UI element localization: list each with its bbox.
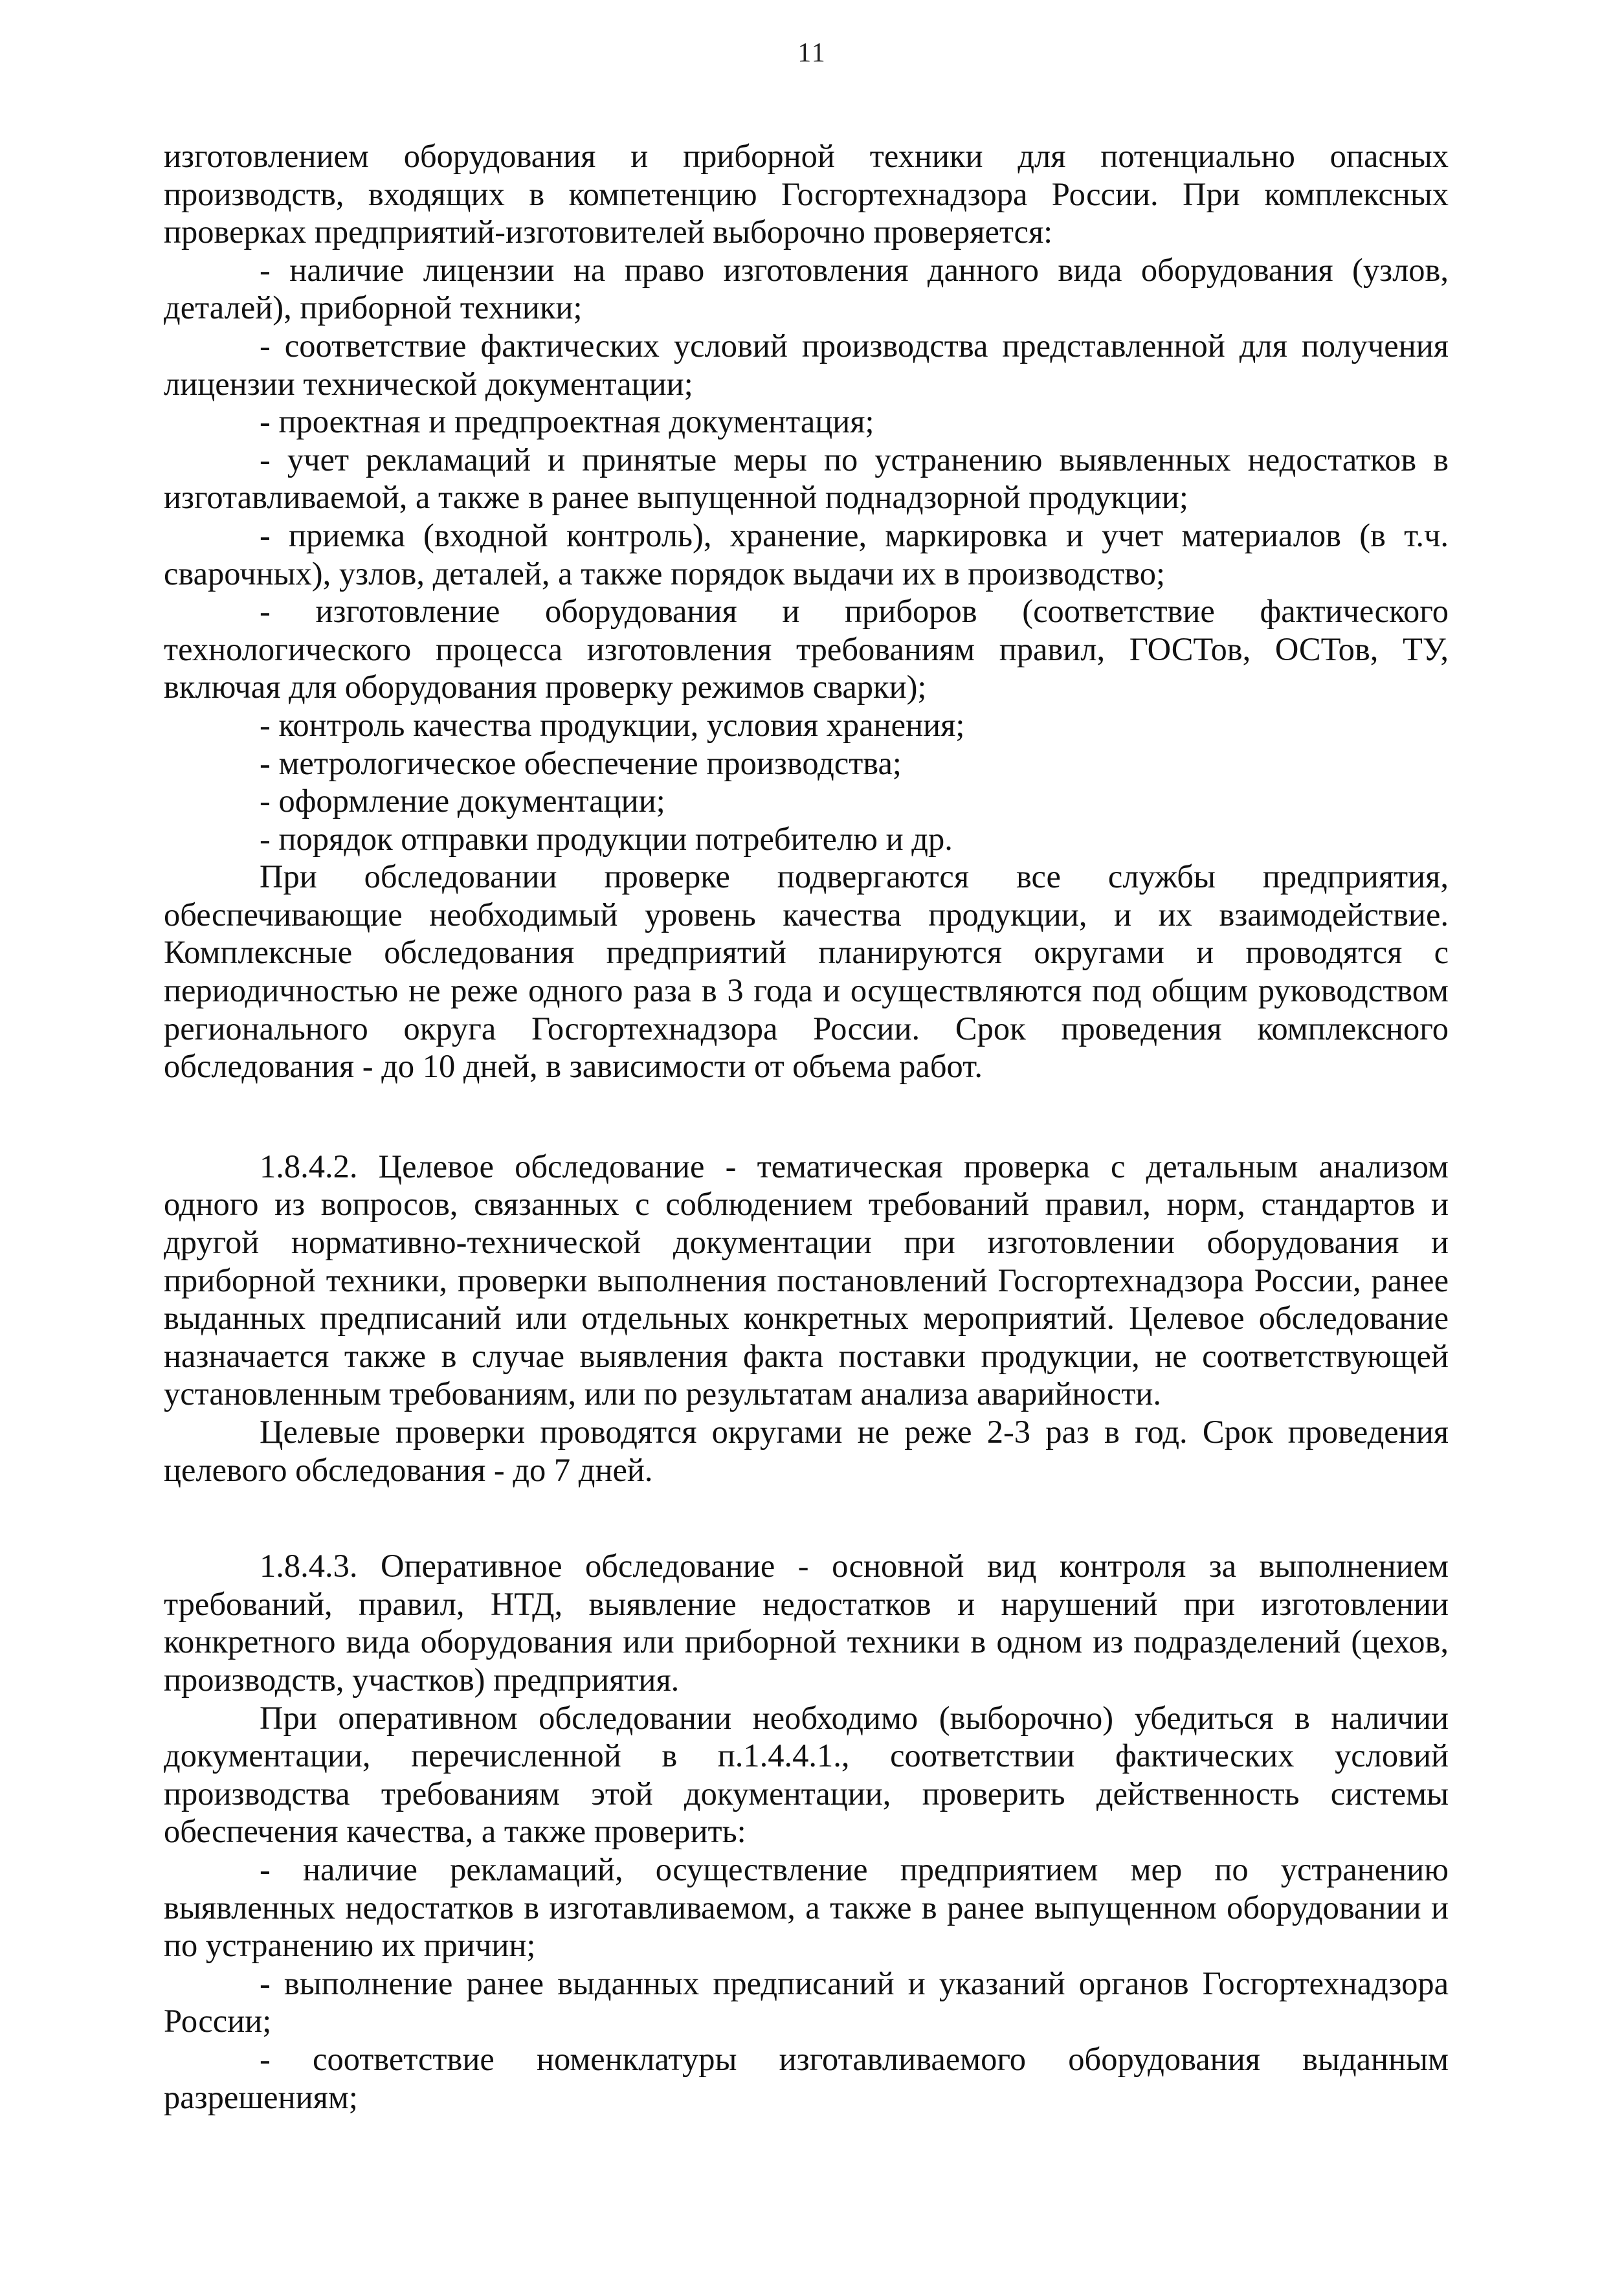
paragraph-comprehensive-inspection: При обследовании проверке подвергаются все службы предприятия, обеспечивающие необходимый уровень качества продукции, и их взаимодействие. Комплексные обследования предприятий планируются округами и проводятся с периодичностью не реже одного раза в 3 года и осуществляются под общим руководством регионального округа Госгортехнадзора России. Срок проведения комплексного обследования - до 10 дней, в зависимости от объема работ. [164,858,1449,1085]
paragraph-target-frequency: Целевые проверки проводятся округами не реже 2-3 раз в год. Срок проведения целевого обследования - до 7 дней. [164,1414,1449,1488]
list-item-acceptance: - приемка (входной контроль), хранение, маркировка и учет материалов (в т.ч. сварочных), узлов, деталей, а также порядок выдачи их в производство; [164,517,1449,592]
list-item-metrology: - метрологическое обеспечение производства; [260,744,902,781]
list-item-documentation: - оформление документации; [260,783,665,819]
list-item-prescriptions: - выполнение ранее выданных предписаний и указаний органов Госгортехнадзора России; [164,1965,1449,2040]
paragraph-operational-inspection: 1.8.4.3. Оперативное обследование - основной вид контроля за выполнением требований, правил, НТД, выявление недостатков и нарушений при изготовлении конкретного вида оборудования или приборной техники в одном из подразделений (цехов, производств, участков) предприятия. [164,1548,1449,1698]
list-item-claims: - учет рекламаций и принятые меры по устранению выявленных недостатков в изготавливаемой, а также в ранее выпущенной поднадзорной продукции; [164,441,1449,516]
paragraph-intro: изготовлением оборудования и приборной техники для потенциально опасных производств, входящих в компетенцию Госгортехнадзора России. При комплексных проверках предприятий-изготовителей выборочно проверяется: [164,138,1449,251]
document-body [164,137,1449,2116]
list-item-manufacturing: - изготовление оборудования и приборов (соответствие фактического технологического процесса изготовления требованиям правил, ГОСТов, ОСТов, ТУ, включая для оборудования проверку режимов сварки); [164,593,1449,706]
paragraph-target-inspection: 1.8.4.2. Целевое обследование - тематическая проверка с детальным анализом одного из вопросов, связанных с соблюдением требований правил, норм, стандартов и другой нормативно-технической документации при изготовлении оборудования и приборной техники, проверки выполнения постановлений Госгортехнадзора России, ранее выданных предписаний или отдельных конкретных мероприятий. Целевое обследование назначается также в случае выявления факта поставки продукции, не соответствующей установленным требованиям, или по результатам анализа аварийности. [164,1148,1449,1412]
list-item-quality-control: - контроль качества продукции, условия хранения; [260,706,965,743]
section-spacer [164,1086,1449,1148]
list-item-nomenclature: - соответствие номенклатуры изготавливаемого оборудования выданным разрешениям; [164,2040,1449,2115]
list-item-shipping: - порядок отправки продукции потребителю и др. [260,820,953,857]
page-number: 11 [797,38,827,68]
list-item-design-docs: - проектная и предпроектная документация; [260,403,874,440]
paragraph-operational-requirements: При оперативном обследовании необходимо (выборочно) убедиться в наличии документации, перечисленной в п.1.4.4.1., соответствии фактических условий производства требованиям этой документации, проверить действенность системы обеспечения качества, а также проверить: [164,1699,1449,1850]
section-spacer [164,1489,1449,1547]
list-item-claims-measures: - наличие рекламаций, осуществление предприятием мер по устранению выявленных недостатков в изготавливаемом, а также в ранее выпущенном оборудовании и по устранению их причин; [164,1851,1449,1964]
list-item-conditions: - соответствие фактических условий производства представленной для получения лицензии технической документации; [164,327,1449,402]
list-item-license: - наличие лицензии на право изготовления данного вида оборудования (узлов, деталей), приборной техники; [164,251,1449,326]
